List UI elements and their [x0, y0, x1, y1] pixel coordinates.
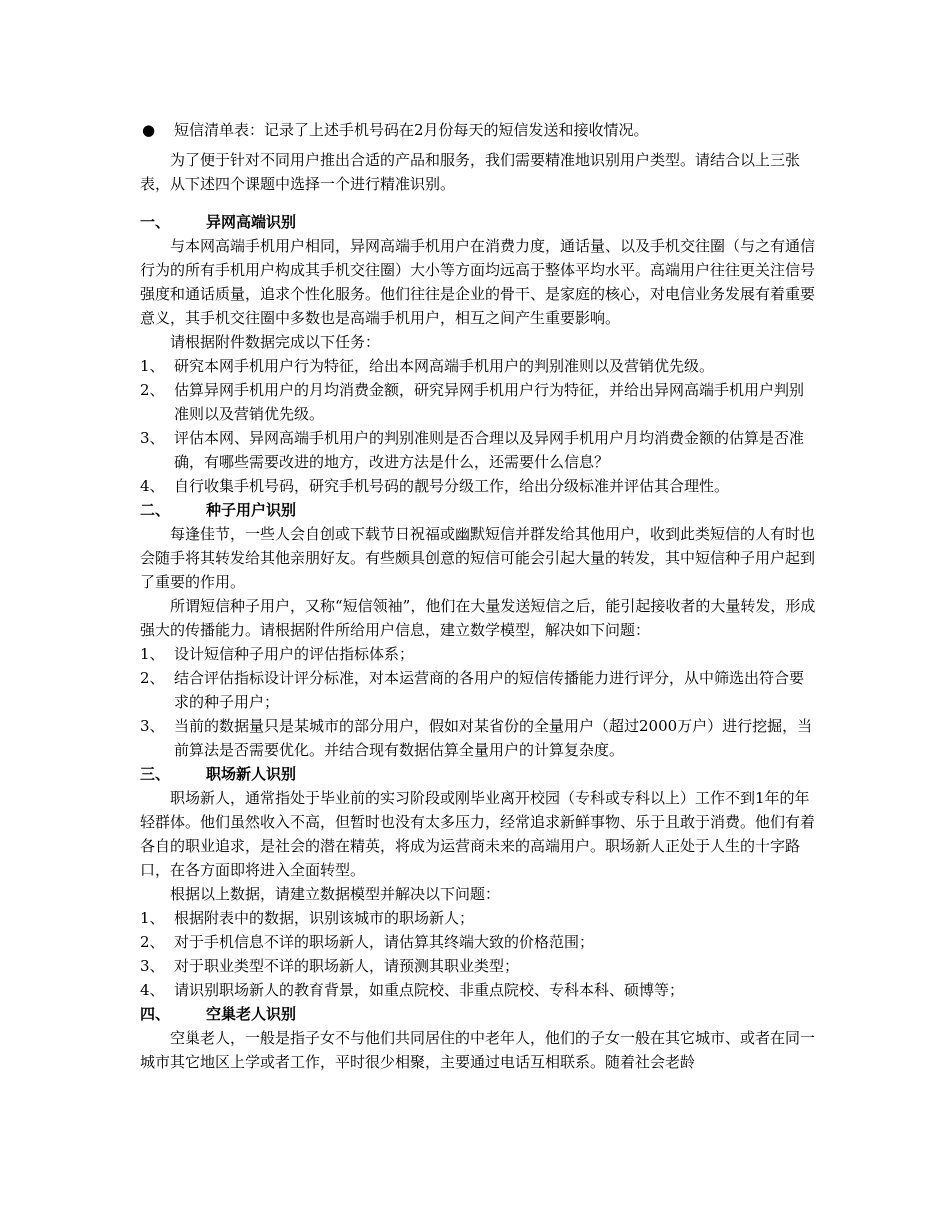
section-3-paragraph: 职场新人，通常指处于毕业前的实习阶段或刚毕业离开校园（专科或专科以上）工作不到1年的年轻群体。他们虽然收入不高，但暂时也没有太多压力，经常追求新鲜事物、乐于且敢于消费。他们有着各自的职业追求，是社会的潜在精英，将成为运营商未来的高端用户。职场新人正处于人生的十字路口，在各方面即将进入全面转型。 — [140, 789, 816, 879]
section-1-paragraph: 与本网高端手机用户相同，异网高端手机用户在消费力度，通话量、以及手机交往圈（与之有通信行为的所有手机用户构成其手机交往圈）大小等方面均远高于整体平均水平。高端用户往往更关注信号强度和通话质量，追求个性化服务。他们往往是企业的骨干、是家庭的核心，对电信业务发展有着重要意义，其手机交往圈中多数也是高端手机用户，相互之间产生重要影响。 — [140, 237, 816, 327]
section-title-1: 异网高端识别 — [206, 213, 297, 231]
section-heading-2: 二、 种子用户识别 — [140, 498, 818, 522]
section-heading-3: 三、 职场新人识别 — [140, 762, 818, 786]
list-item: 4、 自行收集手机号码，研究手机号码的靓号分级工作，给出分级标准并评估其合理性。 — [140, 477, 730, 495]
section-heading-4: 四、 空巢老人识别 — [140, 1002, 818, 1026]
section-heading-1: 一、 异网高端识别 — [140, 210, 818, 234]
section-title-3: 职场新人识别 — [206, 765, 297, 783]
list-item: 1、 研究本网手机用户行为特征，给出本网高端手机用户的判别准则以及营销优先级。 — [140, 357, 715, 375]
section-4-paragraph: 空巢老人，一般是指子女不与他们共同居住的中老年人，他们的子女一般在其它城市、或者在同一城市其它地区上学或者工作，平时很少相聚，主要通过电话互相联系。随着社会老龄 — [140, 1029, 816, 1071]
list-item: 4、 请识别职场新人的教育背景，如重点院校、非重点院校、专科本科、硕博等； — [140, 981, 685, 999]
list-item: 3、 评估本网、异网高端手机用户的判别准则是否合理以及异网手机用户月均消费金额的估算是否准确，有哪些需要改进的地方，改进方法是什么，还需要什么信息？ — [140, 429, 805, 471]
intro-bullet — [140, 118, 818, 142]
list-item: 1、 设计短信种子用户的评估指标体系； — [140, 645, 415, 663]
list-item: 1、 根据附表中的数据，识别该城市的职场新人； — [140, 909, 475, 927]
intro-bullet-text: 短信清单表：记录了上述手机号码在2月份每天的短信发送和接收情况。 — [174, 121, 649, 139]
section-2-paragraph-2: 所谓短信种子用户，又称“短信领袖”，他们在大量发送短信之后，能引起接收者的大量转发，形成强大的传播能力。请根据附件所给用户信息，建立数学模型，解决如下问题： — [140, 597, 816, 639]
section-3-task-intro: 根据以上数据，请建立数据模型并解决以下问题： — [170, 885, 501, 903]
section-title-4: 空巢老人识别 — [206, 1005, 297, 1023]
list-item: 2、 对于手机信息不详的职场新人，请估算其终端大致的价格范围； — [140, 933, 595, 951]
intro-paragraph: 为了便于针对不同用户推出合适的产品和服务，我们需要精准地识别用户类型。请结合以上三张表，从下述四个课题中选择一个进行精准识别。 — [140, 151, 801, 193]
bullet-dot-icon: ● — [142, 121, 156, 139]
section-1-task-intro: 请根据附件数据完成以下任务： — [170, 333, 381, 351]
section-title-2: 种子用户识别 — [206, 501, 297, 519]
section-2-paragraph-1: 每逢佳节，一些人会自创或下载节日祝福或幽默短信并群发给其他用户，收到此类短信的人有时也会随手将其转发给其他亲朋好友。有些颇具创意的短信可能会引起大量的转发，其中短信种子用户起到了重要的作用。 — [140, 525, 816, 591]
list-item: 3、 对于职业类型不详的职场新人，请预测其职业类型； — [140, 957, 520, 975]
list-item: 2、 结合评估指标设计评分标准，对本运营商的各用户的短信传播能力进行评分，从中筛选出符合要求的种子用户； — [140, 669, 805, 711]
list-item: 3、 当前的数据量只是某城市的部分用户，假如对某省份的全量用户（超过2000万户）进行挖掘，当前算法是否需要优化。并结合现有数据估算全量用户的计算复杂度。 — [140, 717, 813, 759]
list-item: 2、 估算异网手机用户的月均消费金额，研究异网手机用户行为特征，并给出异网高端手机用户判别准则以及营销优先级。 — [140, 381, 805, 423]
